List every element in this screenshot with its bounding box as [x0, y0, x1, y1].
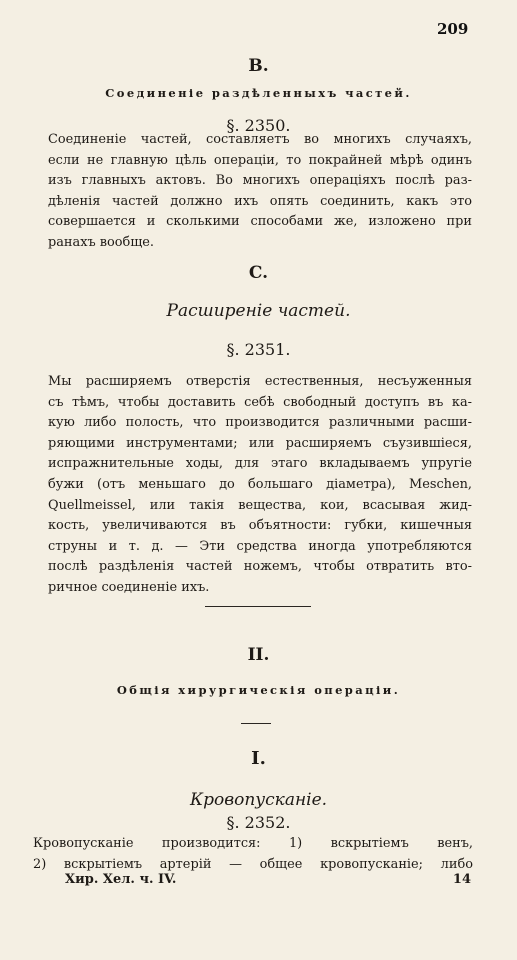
text-line: дѣленія частей должно ихъ опять соединить, какъ это — [48, 193, 472, 209]
section-i-paragraph-number: §. 2352. — [226, 813, 291, 832]
sheet-number: 14 — [452, 872, 471, 887]
text-line: совершается и сколькими способами же, изложено при — [48, 214, 472, 230]
text-line: 2) вскрытіемъ артерій — общее кровопусканіе; либо — [33, 856, 473, 872]
part-ii-heading: Общія хирургическія операціи. — [116, 683, 401, 697]
signature-mark: Хир. Хел. ч. IV. — [65, 872, 177, 887]
text-line: испражнительные ходы, для этаго вкладываемъ упругіе — [48, 456, 472, 472]
section-c-paragraph-number: §. 2351. — [226, 340, 291, 359]
text-line: Соединеніе частей, составляетъ во многихъ случаяхъ, — [48, 132, 472, 147]
section-divider — [205, 606, 311, 607]
section-i-numeral: I. — [251, 748, 266, 769]
text-line: послѣ раздѣленія частей ножемъ, чтобы отвратить вто- — [48, 559, 472, 575]
text-line: Кровопусканіе производится: 1) вскрытіемъ венъ, — [33, 836, 473, 851]
section-b-heading: Соединеніе раздѣленныхъ частей. — [105, 86, 412, 100]
text-line: ранахъ вообще. — [48, 234, 155, 250]
text-line: бужи (отъ меньшаго до большаго діаметра), Meschen, — [48, 476, 472, 492]
section-i-paragraph — [33, 834, 473, 875]
text-line: Quellmeissel, или такія вещества, кои, всасывая жид- — [48, 497, 472, 513]
section-b-letter: B. — [248, 56, 269, 76]
page-number: 209 — [437, 20, 469, 38]
section-b-paragraph — [48, 130, 472, 254]
text-line: изъ главныхъ актовъ. Во многихъ операціяхъ послѣ раз- — [48, 173, 472, 189]
section-i-heading: Кровопусканіе. — [189, 790, 328, 810]
text-line: если не главную цѣль операціи, то покрайней мѣрѣ одинъ — [48, 152, 472, 168]
text-line: струны и т. д. — Эти средства иногда употребляются — [48, 538, 472, 554]
part-ii-numeral: II. — [247, 645, 270, 665]
text-line: Мы расширяемъ отверстія естественныя, несъуженныя — [48, 374, 472, 389]
section-c-letter: C. — [248, 263, 269, 283]
text-line: кость, увеличиваются въ объятности: губки, кишечныя — [48, 518, 472, 534]
short-divider — [241, 723, 271, 724]
text-line: кую либо полость, что производится различными расши- — [48, 415, 472, 431]
section-c-heading: Расширеніе частей. — [166, 301, 351, 321]
text-line: ричное соединеніе ихъ. — [48, 579, 210, 595]
text-line: ряющими инструментами; или расширяемъ съузившіеся, — [48, 435, 472, 451]
section-c-paragraph — [48, 372, 472, 599]
text-line: съ тѣмъ, чтобы доставить себѣ свободный доступъ въ ка- — [48, 394, 472, 410]
section-b-paragraph-number: §. 2350. — [226, 116, 291, 135]
